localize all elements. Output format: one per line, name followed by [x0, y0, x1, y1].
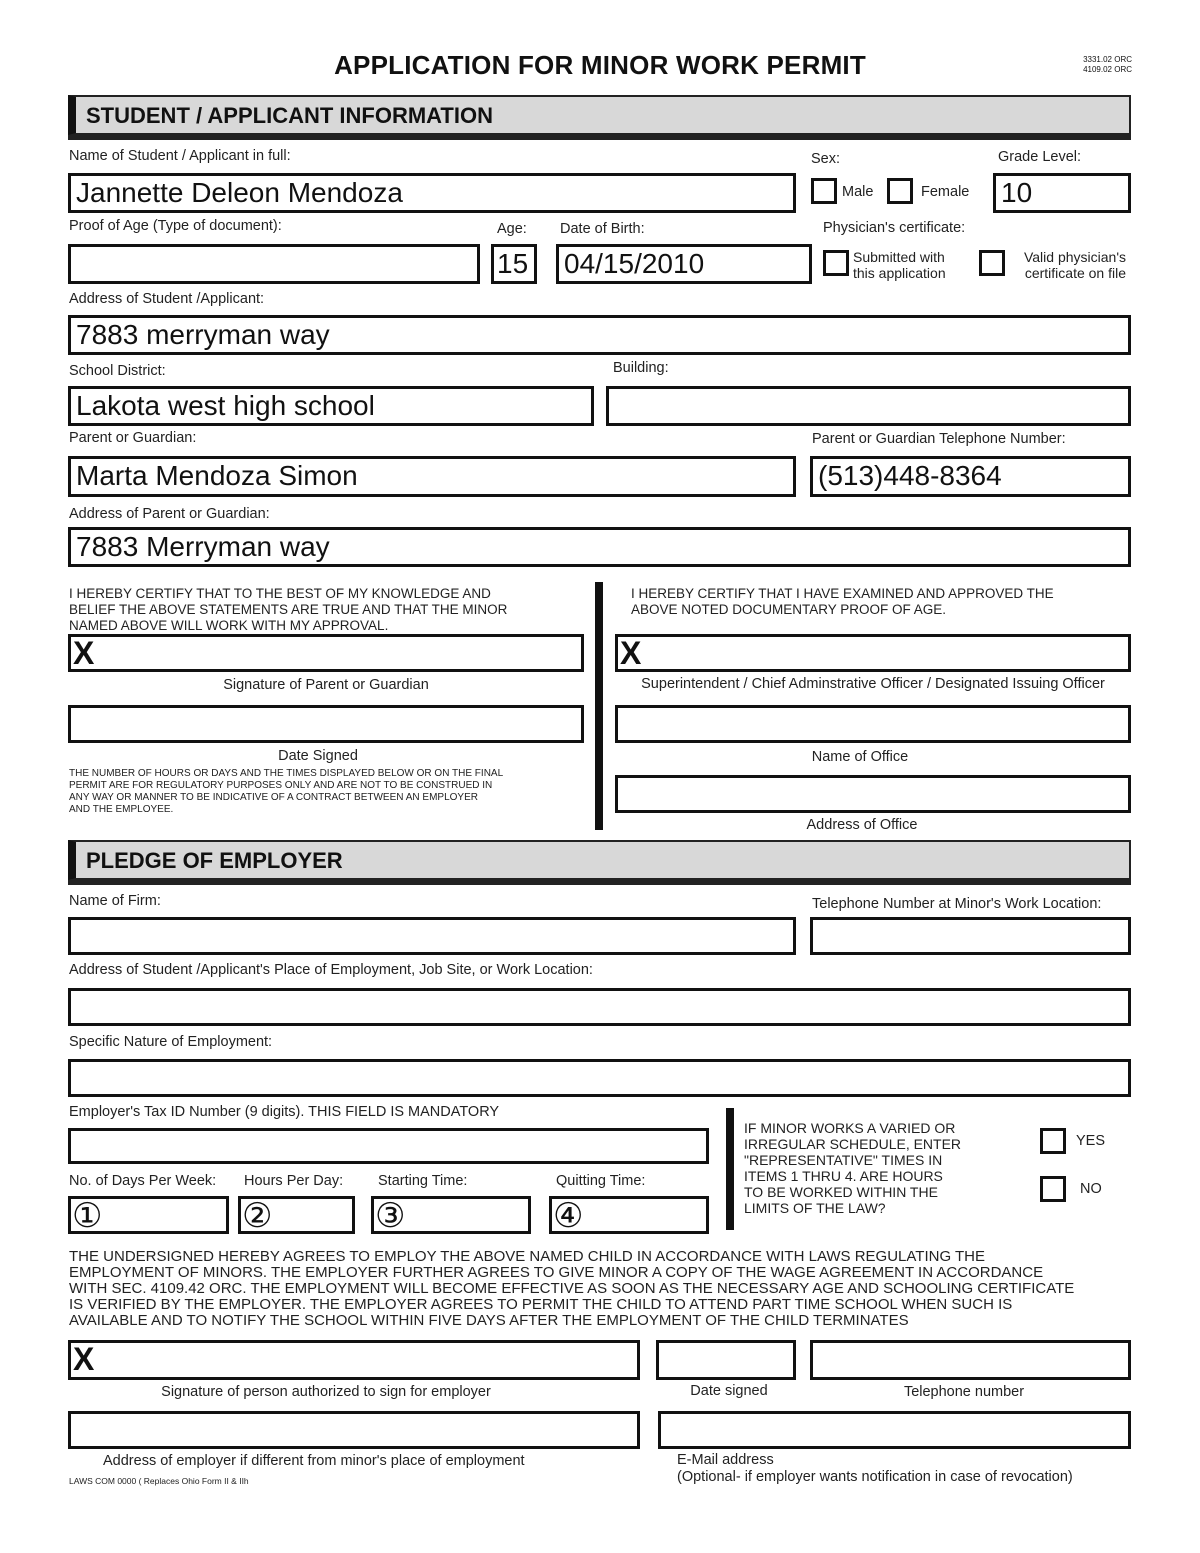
office-name-label: Name of Office [811, 749, 909, 765]
physician-submitted-label [853, 249, 946, 281]
cert-line: ABOVE NOTED DOCUMENTARY PROOF OF AGE. [631, 602, 947, 617]
form-code-line: 3331.02 ORC [1083, 55, 1132, 64]
proof-label: Proof of Age (Type of document): [69, 218, 282, 234]
quitting-time-field[interactable]: ④ [549, 1196, 709, 1234]
dob-field[interactable]: 04/15/2010 [556, 244, 812, 284]
physician-valid-label [1011, 249, 1126, 281]
date-signed-field[interactable] [68, 705, 584, 743]
regulatory-notice [69, 768, 589, 816]
firm-name-field[interactable] [68, 917, 796, 955]
no-checkbox[interactable] [1040, 1176, 1066, 1202]
agreement-line: WITH SEC. 4109.42 ORC. THE EMPLOYMENT WILL BECOME EFFECTIVE AS SOON AS THE NECESSARY AGE AND SCHOOLING CERTIFICATE [69, 1280, 1075, 1297]
question-line: TO BE WORKED WITHIN THE [744, 1184, 938, 1200]
section-title: STUDENT / APPLICANT INFORMATION [86, 103, 493, 128]
section-title: PLEDGE OF EMPLOYER [86, 848, 343, 873]
quit-label: Quitting Time: [556, 1173, 646, 1189]
age-field[interactable]: 15 [491, 244, 537, 284]
officer-signature-field[interactable]: X [615, 634, 1131, 672]
notice-line: ANY WAY OR MANNER TO BE INDICATIVE OF A CONTRACT BETWEEN AN EMPLOYER [69, 792, 478, 803]
agreement-line: AVAILABLE AND TO NOTIFY THE SCHOOL WITHIN FIVE DAYS AFTER THE EMPLOYMENT OF THE CHILD TERMINATES [69, 1312, 909, 1329]
employer-signature-field[interactable]: X [68, 1340, 640, 1380]
physician-label: Physician's certificate: [823, 220, 966, 236]
divider [726, 1108, 734, 1230]
start-label: Starting Time: [378, 1173, 468, 1189]
varied-schedule-question [744, 1120, 1024, 1216]
parent-signature-field[interactable]: X [68, 634, 584, 672]
nature-label: Specific Nature of Employment: [69, 1034, 273, 1050]
office-address-label: Address of Office [806, 817, 918, 833]
guardian-phone-field[interactable]: (513)448-8364 [810, 456, 1131, 497]
employer-address-label: Address of employer if different from minor's place of employment [103, 1453, 525, 1469]
email-note: (Optional- if employer wants notification in case of revocation) [677, 1469, 1073, 1485]
cert-line: BELIEF THE ABOVE STATEMENTS ARE TRUE AND THAT THE MINOR [69, 602, 508, 617]
section-employer-header [68, 840, 1131, 880]
tax-id-field[interactable] [68, 1128, 709, 1164]
student-name-field[interactable]: Jannette Deleon Mendoza [68, 173, 796, 213]
yes-checkbox[interactable] [1040, 1128, 1066, 1154]
yes-label: YES [1076, 1133, 1106, 1149]
form-code [1068, 55, 1132, 75]
employer-telephone-label: Telephone number [903, 1384, 1025, 1400]
officer-certification [631, 586, 1131, 618]
office-name-field[interactable] [615, 705, 1131, 743]
employer-address-field[interactable] [68, 1411, 640, 1449]
question-line: "REPRESENTATIVE" TIMES IN [744, 1152, 943, 1168]
guardian-name-field[interactable]: Marta Mendoza Simon [68, 456, 796, 497]
female-label: Female [921, 184, 970, 200]
question-line: ITEMS 1 THRU 4. ARE HOURS [744, 1168, 943, 1184]
days-per-week-field[interactable]: ① [68, 1196, 229, 1234]
physician-submitted-checkbox[interactable] [823, 250, 849, 276]
male-checkbox[interactable] [811, 178, 837, 204]
cert-line: I HEREBY CERTIFY THAT TO THE BEST OF MY KNOWLEDGE AND [69, 586, 491, 601]
employer-signature-label: Signature of person authorized to sign for employer [161, 1384, 491, 1400]
parent-signature-label: Signature of Parent or Guardian [223, 677, 429, 693]
cert-line: I HEREBY CERTIFY THAT I HAVE EXAMINED AND APPROVED THE [631, 586, 1054, 601]
male-label: Male [842, 184, 874, 200]
office-address-field[interactable] [615, 775, 1131, 813]
tax-id-label: Employer's Tax ID Number (9 digits). THIS FIELD IS MANDATORY [69, 1104, 500, 1120]
divider [595, 582, 603, 830]
starting-time-field[interactable]: ③ [371, 1196, 531, 1234]
section-student-header [68, 95, 1131, 135]
building-field[interactable] [606, 386, 1131, 426]
question-line: LIMITS OF THE LAW? [744, 1200, 886, 1216]
parent-certification [69, 586, 589, 634]
agreement-line: EMPLOYMENT OF MINORS. THE EMPLOYER FURTHER AGREES TO GIVE MINOR A COPY OF THE WAGE AGREEMENT IN ACCORDANCE [69, 1264, 1044, 1281]
label-line: certificate on file [1024, 265, 1126, 281]
work-address-label: Address of Student /Applicant's Place of Employment, Job Site, or Work Location: [69, 962, 593, 978]
employer-telephone-field[interactable] [810, 1340, 1131, 1380]
grade-field[interactable]: 10 [993, 173, 1131, 213]
work-phone-field[interactable] [810, 917, 1131, 955]
days-label: No. of Days Per Week: [69, 1173, 217, 1189]
guardian-phone-label: Parent or Guardian Telephone Number: [812, 431, 1066, 447]
physician-valid-checkbox[interactable] [979, 250, 1005, 276]
hours-per-day-field[interactable]: ② [238, 1196, 355, 1234]
sex-label: Sex: [811, 151, 841, 167]
employer-date-signed-field[interactable] [656, 1340, 796, 1380]
form-footer: LAWS COM 0000 ( Replaces Ohio Form II & IIh [69, 1476, 249, 1486]
notice-line: PERMIT ARE FOR REGULATORY PURPOSES ONLY AND ARE NOT TO BE CONSTRUED IN [69, 780, 493, 791]
question-line: IF MINOR WORKS A VARIED OR [744, 1120, 956, 1136]
building-label: Building: [613, 360, 669, 376]
guardian-label: Parent or Guardian: [69, 430, 197, 446]
female-checkbox[interactable] [887, 178, 913, 204]
label-line: this application [853, 265, 946, 281]
notice-line: THE NUMBER OF HOURS OR DAYS AND THE TIMES DISPLAYED BELOW OR ON THE FINAL [69, 768, 504, 779]
label-line: Submitted with [853, 249, 945, 265]
work-address-field[interactable] [68, 988, 1131, 1026]
grade-label: Grade Level: [998, 149, 1082, 165]
form-code-line: 4109.02 ORC [1083, 65, 1132, 74]
email-label: E-Mail address [677, 1452, 774, 1468]
employment-nature-field[interactable] [68, 1059, 1131, 1097]
agreement-line: THE UNDERSIGNED HEREBY AGREES TO EMPLOY THE ABOVE NAMED CHILD IN ACCORDANCE WITH LAWS REGULATING THE [69, 1248, 986, 1265]
employer-date-signed-label: Date signed [690, 1383, 768, 1399]
district-label: School District: [69, 363, 166, 379]
address-label: Address of Student /Applicant: [69, 291, 265, 307]
student-address-field[interactable]: 7883 merryman way [68, 315, 1131, 355]
email-field[interactable] [658, 1411, 1131, 1449]
notice-line: AND THE EMPLOYEE. [69, 804, 174, 815]
firm-label: Name of Firm: [69, 893, 161, 909]
question-line: IRREGULAR SCHEDULE, ENTER [744, 1136, 962, 1152]
dob-label: Date of Birth: [560, 221, 645, 237]
guardian-address-field[interactable]: 7883 Merryman way [68, 527, 1131, 567]
work-phone-label: Telephone Number at Minor's Work Location: [812, 896, 1102, 912]
no-label: NO [1080, 1181, 1102, 1197]
guardian-address-label: Address of Parent or Guardian: [69, 506, 270, 522]
school-district-field[interactable]: Lakota west high school [68, 386, 594, 426]
date-signed-label: Date Signed [278, 748, 358, 764]
hours-label: Hours Per Day: [244, 1173, 344, 1189]
form-title: APPLICATION FOR MINOR WORK PERMIT [334, 50, 866, 80]
label-line: Valid physician's [1023, 249, 1126, 265]
name-label: Name of Student / Applicant in full: [69, 148, 291, 164]
proof-of-age-field[interactable] [68, 244, 480, 284]
age-label: Age: [497, 221, 527, 237]
agreement-line: IS VERIFIED BY THE EMPLOYER. THE EMPLOYER AGREES TO PERMIT THE CHILD TO ATTEND PART TIME SCHOOL WHEN SUCH IS [69, 1296, 1013, 1313]
employer-agreement [69, 1249, 1129, 1329]
officer-signature-label: Superintendent / Chief Adminstrative Officer / Designated Issuing Officer [641, 676, 1105, 692]
cert-line: NAMED ABOVE WILL WORK WITH MY APPROVAL. [69, 618, 389, 633]
